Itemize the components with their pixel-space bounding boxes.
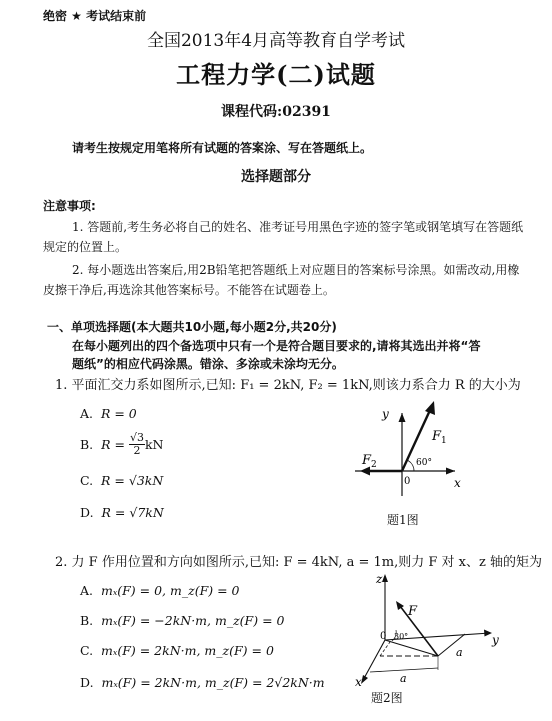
q1-f1-arrowhead <box>425 401 435 415</box>
q1-option-a-text: R = 0 <box>100 406 137 421</box>
q2-force-label: F <box>408 604 418 619</box>
q2-option-a-label: A. <box>80 583 94 598</box>
q1-figure-caption: 题1图 <box>387 513 419 527</box>
q2-option-d-label: D. <box>80 675 94 690</box>
q2-option-c[interactable] <box>80 643 274 658</box>
course-code-value: 02391 <box>282 104 331 120</box>
q2-origin-label: 0 <box>380 631 387 642</box>
q2-option-b-text: mₓ(F) = −2kN·m, m_z(F) = 0 <box>101 613 285 628</box>
course-code <box>0 101 552 121</box>
q2-option-d-text: mₓ(F) = 2kN·m, m_z(F) = 2√2kN·m <box>101 675 325 690</box>
q2-z-arrowhead <box>382 574 388 582</box>
q1-x-label: x <box>454 476 461 490</box>
course-code-label: 课程代码: <box>221 104 283 120</box>
q1-x-arrowhead <box>446 468 455 475</box>
q1-option-b-numerator: √3 <box>129 431 144 444</box>
q2-option-c-text: mₓ(F) = 2kN·m, m_z(F) = 0 <box>101 643 274 658</box>
subject-title: 工程力学(二)试题 <box>176 60 376 89</box>
q2-edge-dashed-2 <box>380 642 390 656</box>
q2-angle-label: 30° <box>394 632 409 641</box>
notes-title: 注意事项: <box>43 199 96 213</box>
part1-desc-line-1: 在每小题列出的四个备选项中只有一个是符合题目要求的,请将其选出并将“答 <box>72 339 481 353</box>
exam-title: 全国2013年4月高等教育自学考试 <box>146 31 406 51</box>
q2-z-label: z <box>376 572 383 586</box>
q1-option-d-text: R = √7kN <box>101 505 164 520</box>
question-1 <box>55 374 521 393</box>
part1-heading: 一、单项选择题(本大题共10小题,每小题2分,共20分) <box>47 320 337 334</box>
part1-desc-line-2: 题纸”的相应代码涂黑。错涂、多涂或未涂均无分。 <box>72 357 344 371</box>
q1-option-a-label: A. <box>80 406 94 421</box>
q2-option-b-label: B. <box>80 613 94 628</box>
q2-y-arrowhead <box>484 630 492 637</box>
q1-figure <box>340 398 480 498</box>
question-1-text: 平面汇交力系如图所示,已知: F₁ = 2kN, F₂ = 1kN,则该力系合力 R 的大小为 <box>71 378 521 393</box>
q2-figure <box>352 570 502 688</box>
q2-dimension-a-right: a <box>456 646 463 659</box>
q2-x-arrowhead <box>361 675 368 684</box>
note-1-line-2: 规定的位置上。 <box>43 240 128 254</box>
q2-option-a-text: mₓ(F) = 0, m_z(F) = 0 <box>100 583 240 598</box>
q2-option-c-label: C. <box>80 643 94 658</box>
q2-y-label: y <box>492 633 499 647</box>
q1-option-b[interactable] <box>80 432 164 457</box>
q2-figure-caption: 题2图 <box>371 691 403 705</box>
q1-option-b-unit: kN <box>144 437 164 452</box>
q1-option-b-label: B. <box>80 437 94 452</box>
question-1-number: 1. <box>55 378 68 393</box>
q1-y-label: y <box>382 407 389 421</box>
section-title: 选择题部分 <box>241 169 311 185</box>
q2-force-vector <box>400 606 438 656</box>
q1-option-b-pre: R = <box>101 437 125 452</box>
q1-angle-arc <box>408 461 414 472</box>
q1-option-a[interactable] <box>80 406 137 421</box>
note-1-line-1: 1. 答题前,考生务必将自己的姓名、准考证号用黑色字迹的签字笔或钢笔填写在答题纸 <box>72 220 524 234</box>
question-2 <box>55 551 542 570</box>
q2-dimension-a-bottom: a <box>400 672 407 685</box>
q1-origin-label: 0 <box>404 476 411 487</box>
q1-option-d[interactable] <box>80 505 164 520</box>
q1-y-arrowhead <box>399 413 406 422</box>
q1-f2-label: $F_2$ <box>362 453 377 470</box>
q1-option-c-text: R = √3kN <box>101 473 164 488</box>
q1-angle-label: 60° <box>416 458 432 468</box>
q1-option-c[interactable] <box>80 473 163 488</box>
note-2-line-1: 2. 每小题选出答案后,用2B铅笔把答题纸上对应题目的答案标号涂黑。如需改动,用橡 <box>72 263 520 277</box>
instruction: 请考生按规定用笔将所有试题的答案涂、写在答题纸上。 <box>72 141 373 155</box>
q2-x-label: x <box>355 675 362 688</box>
question-2-text: 力 F 作用位置和方向如图所示,已知: F = 4kN, a = 1m,则力 F 对 x、z 轴的矩为 <box>71 555 542 570</box>
q2-x-axis <box>362 640 385 682</box>
q1-f1-label: $F_1$ <box>432 429 447 446</box>
q1-option-b-denominator: 2 <box>133 444 141 457</box>
q2-option-a[interactable] <box>80 583 240 598</box>
q1-option-d-label: D. <box>80 505 94 520</box>
q1-option-b-fraction <box>129 432 145 457</box>
q2-option-d[interactable] <box>80 675 325 690</box>
question-2-number: 2. <box>55 555 68 570</box>
q2-edge-oa <box>385 640 438 656</box>
q1-option-c-label: C. <box>80 473 94 488</box>
q2-option-b[interactable] <box>80 613 284 628</box>
secret-label: 绝密 ★ 考试结束前 <box>43 9 147 23</box>
note-2-line-2: 皮擦干净后,再选涂其他答案标号。不能答在试题卷上。 <box>43 283 335 297</box>
